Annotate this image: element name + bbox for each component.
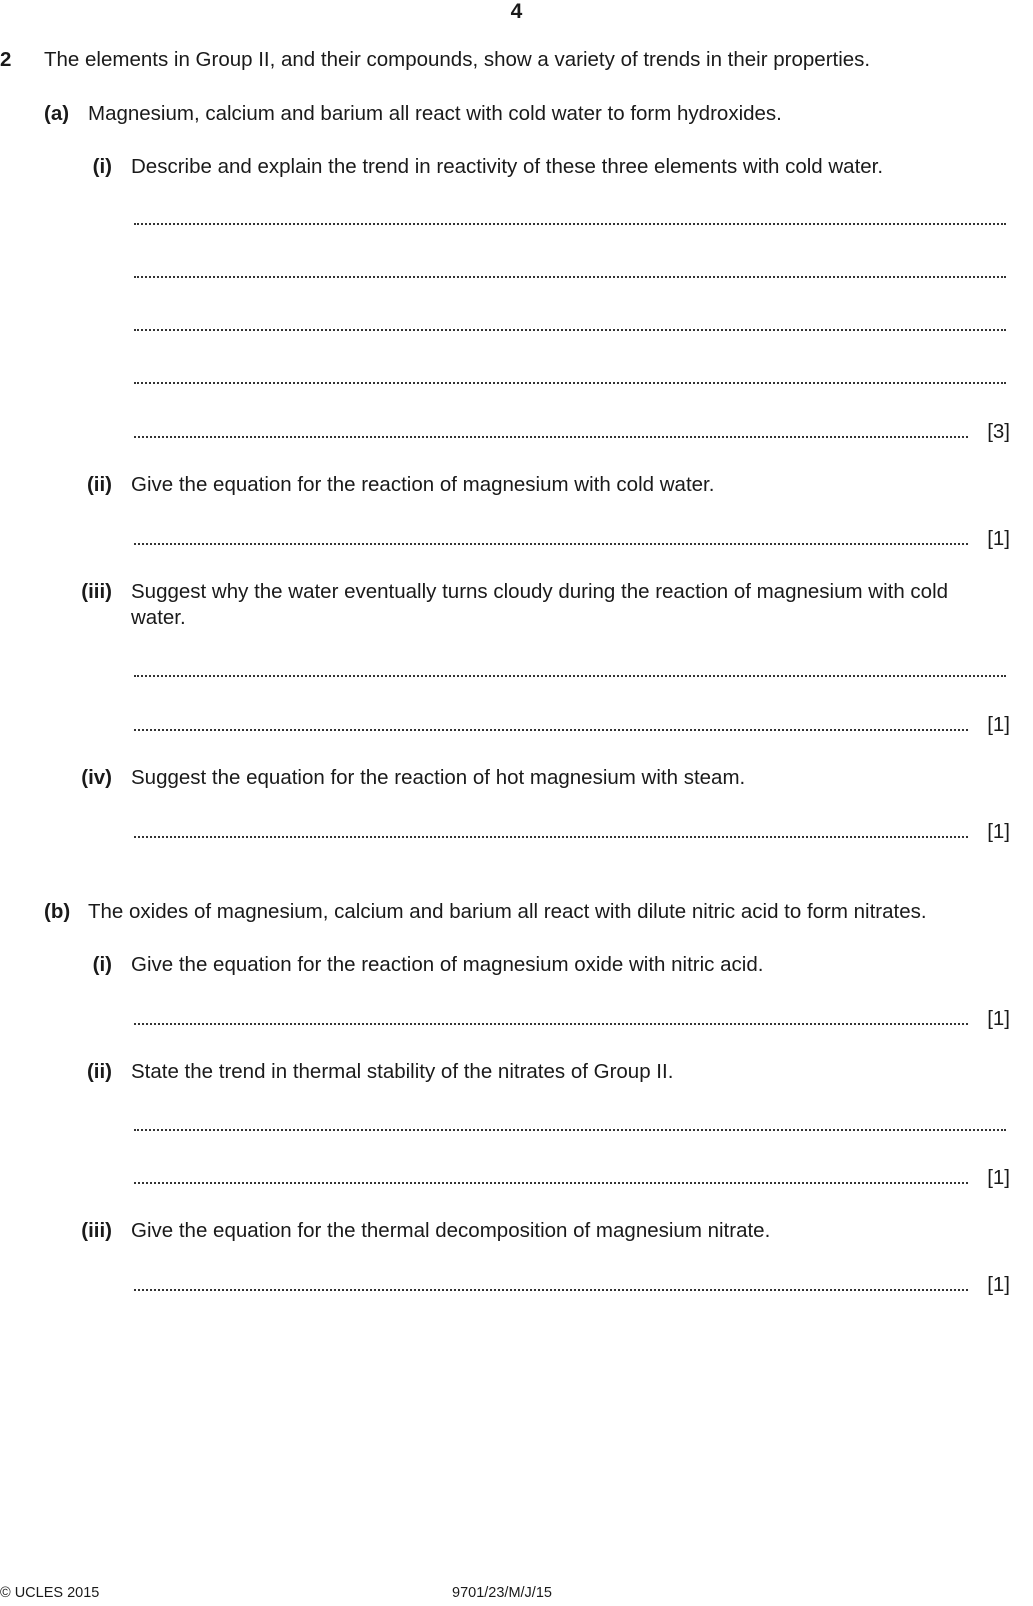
answer-line[interactable]	[134, 533, 968, 545]
part-a-iii-label: (iii)	[81, 580, 112, 603]
part-a-iii-text-line1: Suggest why the water eventually turns cloudy during the reaction of magnesium with cold	[131, 580, 949, 603]
part-a-ii-text: Give the equation for the reaction of magnesium with cold water.	[131, 473, 715, 496]
part-b-iii-text: Give the equation for the thermal decomposition of magnesium nitrate.	[131, 1219, 771, 1242]
mark-allocation: [1]	[987, 1007, 1010, 1030]
part-a-i-text: Describe and explain the trend in reactivity of these three elements with cold water.	[131, 155, 884, 178]
part-a-i-label: (i)	[92, 155, 112, 178]
mark-allocation: [1]	[987, 1273, 1010, 1296]
part-a-iv-text: Suggest the equation for the reaction of hot magnesium with steam.	[131, 766, 746, 789]
answer-line[interactable]	[134, 1013, 968, 1025]
part-b-ii-text: State the trend in thermal stability of the nitrates of Group II.	[131, 1060, 674, 1083]
answer-line[interactable]	[134, 1119, 1006, 1131]
part-a-label: (a)	[44, 102, 70, 125]
question-number: 2	[0, 48, 12, 71]
part-a-iv-label: (iv)	[81, 766, 112, 789]
answer-line[interactable]	[134, 826, 968, 838]
question-intro: The elements in Group II, and their compounds, show a variety of trends in their properties.	[44, 48, 871, 71]
answer-line[interactable]	[134, 665, 1006, 677]
part-b-ii-label: (ii)	[86, 1060, 112, 1083]
mark-allocation: [1]	[987, 820, 1010, 843]
answer-line[interactable]	[134, 266, 1006, 278]
page-number: 4	[510, 0, 523, 23]
answer-line[interactable]	[134, 719, 968, 731]
answer-line[interactable]	[134, 1279, 968, 1291]
mark-allocation: [3]	[987, 420, 1010, 443]
answer-line[interactable]	[134, 372, 1006, 384]
answer-line[interactable]	[134, 1172, 968, 1184]
mark-allocation: [1]	[987, 527, 1010, 550]
part-a-text: Magnesium, calcium and barium all react with cold water to form hydroxides.	[88, 102, 782, 125]
answer-line[interactable]	[134, 319, 1006, 331]
part-a-ii-label: (ii)	[86, 473, 112, 496]
mark-allocation: [1]	[987, 713, 1010, 736]
answer-line[interactable]	[134, 426, 968, 438]
mark-allocation: [1]	[987, 1166, 1010, 1189]
part-b-label: (b)	[44, 900, 71, 923]
part-a-iii-text-line2: water.	[131, 606, 186, 629]
footer-copyright: © UCLES 2015	[0, 1585, 100, 1601]
part-b-iii-label: (iii)	[81, 1219, 112, 1242]
part-b-i-text: Give the equation for the reaction of magnesium oxide with nitric acid.	[131, 953, 764, 976]
answer-line[interactable]	[134, 213, 1006, 225]
part-b-i-label: (i)	[92, 953, 112, 976]
part-b-text: The oxides of magnesium, calcium and barium all react with dilute nitric acid to form nitrates.	[88, 900, 927, 923]
footer-code: 9701/23/M/J/15	[452, 1585, 552, 1601]
